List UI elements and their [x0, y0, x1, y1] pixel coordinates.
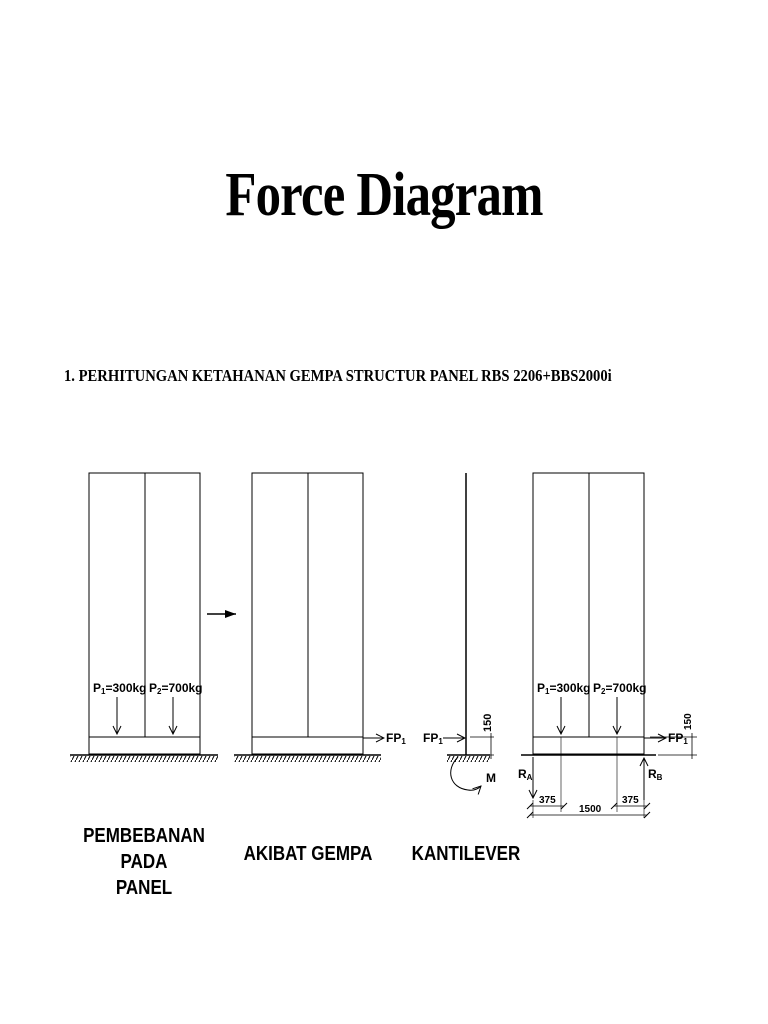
ground-hatch — [447, 756, 490, 762]
ground-hatch — [234, 756, 381, 762]
force-label-fp1: FP1 — [423, 731, 443, 746]
load-label-p2: P2=700kg — [149, 681, 203, 696]
caption-panel-cantilever: KANTILEVER — [411, 843, 521, 865]
caption-panel-loading — [59, 823, 229, 901]
load-label-p1: P1=300kg — [537, 681, 591, 696]
panel-reactions — [518, 473, 697, 818]
panel-earthquake — [234, 473, 406, 762]
force-label-fp1: FP1 — [386, 731, 406, 746]
caption-line-2: PANEL — [115, 877, 173, 899]
panel-base — [533, 737, 644, 754]
moment-label: M — [486, 771, 496, 785]
section-heading: 1. PERHITUNGAN KETAHANAN GEMPA STRUCTUR PANEL RBS 2206+BBS2000i — [64, 366, 612, 385]
reaction-label-rb: RB — [648, 767, 663, 782]
caption-panel-earthquake: AKIBAT GEMPA — [243, 843, 373, 865]
dim-label-total: 1500 — [579, 804, 602, 815]
panel-loading — [70, 473, 218, 762]
force-label-fp1: FP1 — [668, 731, 688, 746]
load-label-p2: P2=700kg — [593, 681, 647, 696]
panel-base — [89, 737, 200, 754]
dim-label-right: 375 — [622, 795, 639, 806]
page-title: Force Diagram — [225, 161, 543, 229]
panel-base — [252, 737, 363, 754]
ground-hatch — [70, 756, 218, 762]
reaction-label-ra: RA — [518, 767, 533, 782]
panel-cantilever — [423, 473, 496, 790]
dim-label-left: 375 — [539, 795, 556, 806]
load-label-p1: P1=300kg — [93, 681, 147, 696]
caption-line-1: PEMBEBANAN PADA — [83, 825, 205, 873]
dim-label-height: 150 — [482, 713, 494, 732]
dim-label-height: 150 — [683, 713, 694, 730]
